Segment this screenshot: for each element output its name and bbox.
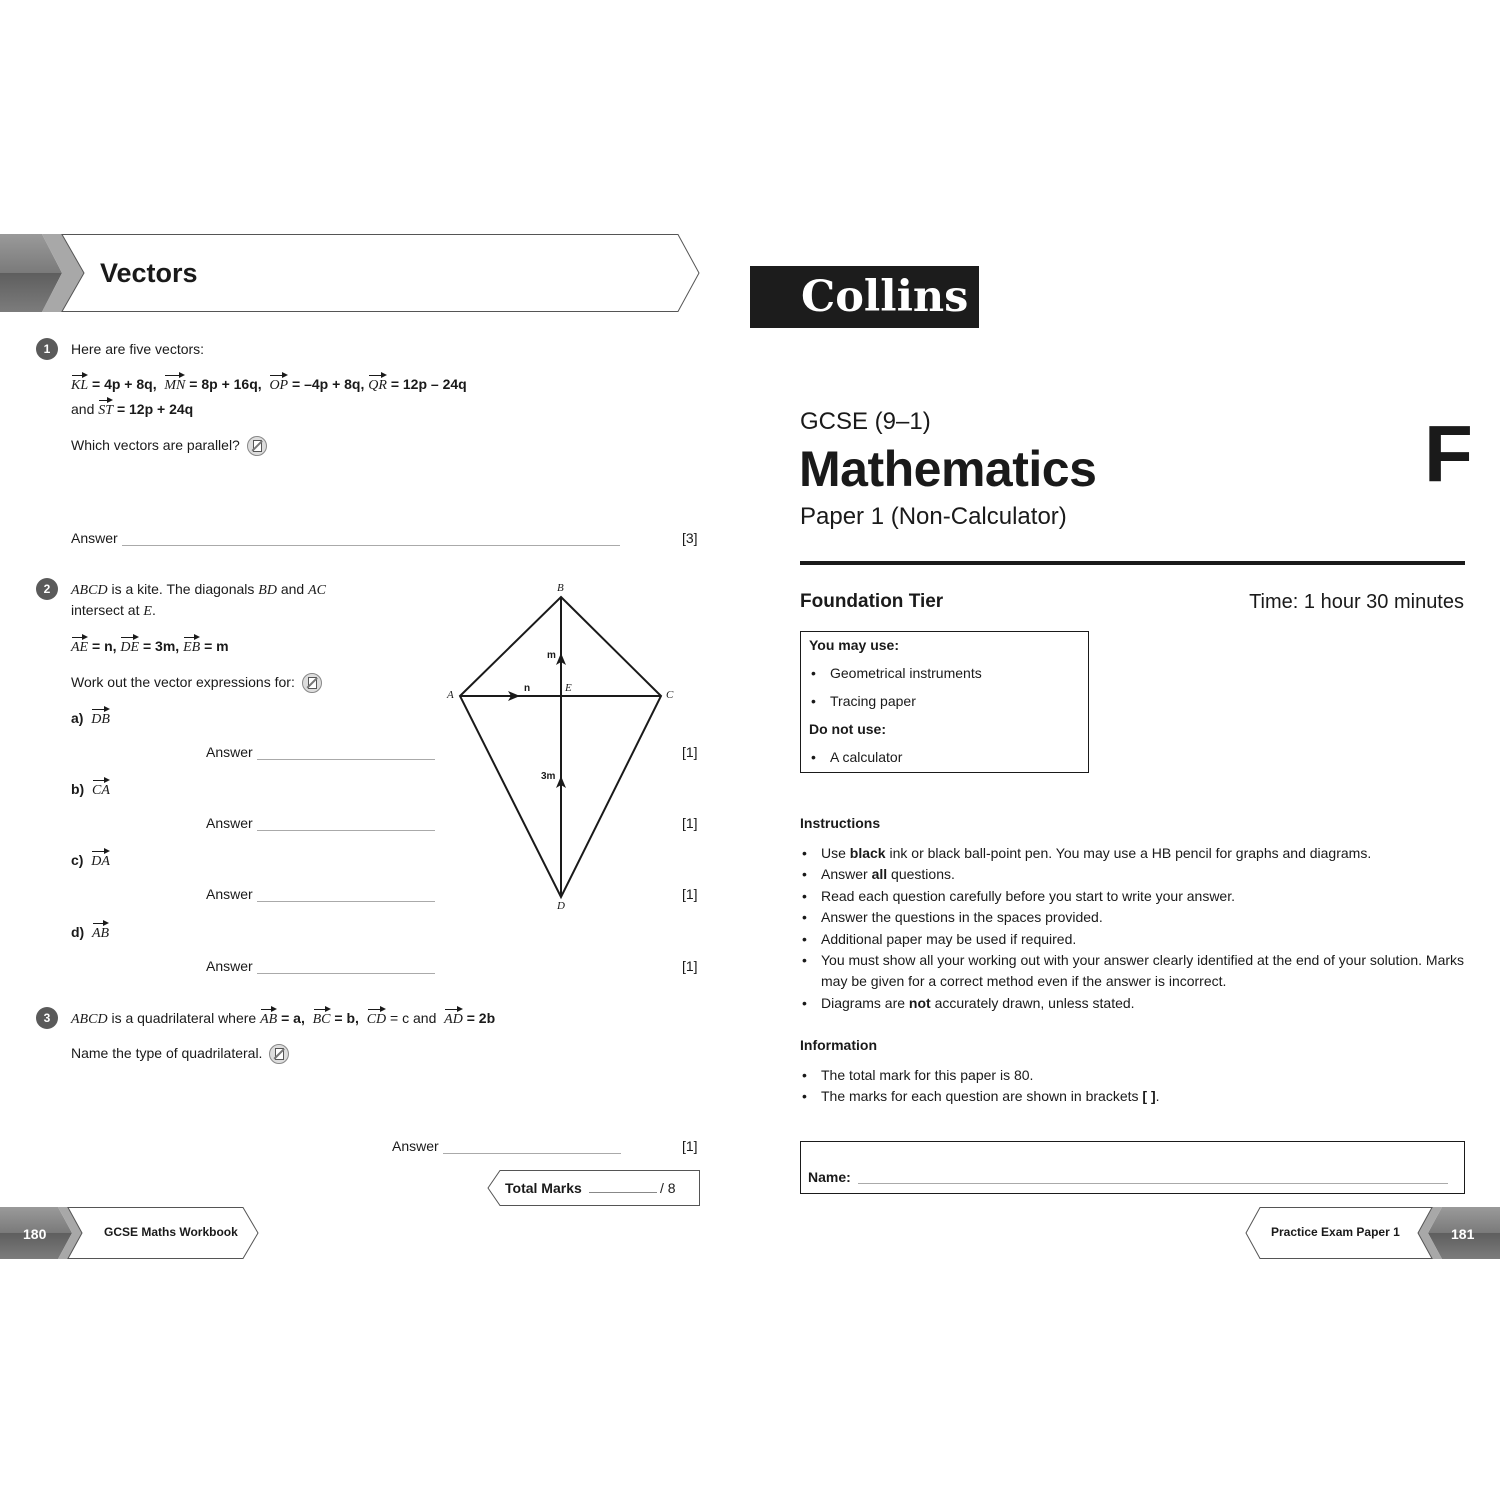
q2b-answer-row: Answer — [206, 815, 435, 831]
q2d-answer-row: Answer — [206, 958, 435, 974]
vector-m-label: m — [547, 650, 556, 661]
name-input[interactable] — [858, 1166, 1448, 1184]
do-not-use-item: • A calculator — [809, 749, 1080, 765]
vector-3m-label: 3m — [541, 771, 556, 782]
information-item: • The total mark for this paper is 80. — [800, 1065, 1470, 1086]
q2d-answer-field[interactable] — [257, 960, 435, 974]
q2a-answer-field[interactable] — [257, 746, 435, 760]
vertex-d-label: D — [557, 900, 565, 912]
vector-mn: MN — [164, 374, 185, 396]
instruction-item: • Read each question carefully before you start to write your answer. — [800, 886, 1470, 907]
may-use-item: • Geometrical instruments — [809, 665, 1080, 693]
q3-statement: ABCD is a quadrilateral where AB = a, BC = b, CD = c and AD = 2b — [71, 1008, 495, 1030]
tier-label: Foundation Tier — [800, 591, 944, 612]
do-not-use-list — [809, 749, 1080, 765]
vertex-a-label: A — [447, 689, 454, 701]
total-marks-out-of: / 8 — [660, 1180, 676, 1196]
instruction-item: • You must show all your working out with your answer clearly identified at the end of your solution. Marks may be given for a correct method even if the answer is incorrect. — [800, 950, 1470, 993]
instruction-item: • Additional paper may be used if required. — [800, 929, 1470, 950]
vertex-b-label: B — [557, 582, 564, 594]
instruction-item: • Diagrams are not accurately drawn, unless stated. — [800, 993, 1470, 1014]
no-calculator-icon — [247, 436, 267, 456]
information-item: • The marks for each question are shown in brackets [ ]. — [800, 1086, 1470, 1107]
question-number-3: 3 — [36, 1007, 58, 1029]
vertex-c-label: C — [666, 689, 674, 701]
publisher-logo — [750, 266, 979, 328]
vector-ab: AB — [92, 922, 109, 944]
no-calculator-icon — [269, 1044, 289, 1064]
may-use-list — [809, 665, 1080, 721]
question-number-2: 2 — [36, 578, 58, 600]
instruction-item: • Use black ink or black ball-point pen. You may use a HB pencil for graphs and diagrams. — [800, 843, 1470, 864]
q1-marks: [3] — [682, 530, 698, 546]
vector-eb: EB — [183, 636, 200, 658]
q1-prompt: Which vectors are parallel? — [71, 435, 267, 456]
page-number-left: 180 — [23, 1226, 47, 1242]
vector-ca: CA — [92, 779, 110, 801]
section-title: Vectors — [100, 258, 198, 288]
vertex-e-label: E — [565, 682, 572, 694]
subject-title: Mathematics — [799, 441, 1097, 497]
footer-right-label: Practice Exam Paper 1 — [1271, 1225, 1400, 1239]
name-label: Name: — [808, 1169, 851, 1185]
title-divider — [800, 561, 1465, 565]
instructions-heading: Instructions — [800, 815, 881, 831]
vector-bc: BC — [313, 1008, 331, 1030]
vector-kl: KL — [71, 374, 88, 396]
q2b-marks: [1] — [682, 815, 698, 831]
q1-vectors: KL = 4p + 8q, MN = 8p + 16q, OP = –4p + 8q, QR = 12p – 24q — [71, 374, 467, 396]
no-calculator-icon — [302, 673, 322, 693]
q2-given: AE = n, DE = 3m, EB = m — [71, 636, 229, 658]
vector-db: DB — [91, 708, 110, 730]
information-heading: Information — [800, 1037, 877, 1053]
q2-statement-line2: intersect at E. — [71, 602, 156, 619]
q1-intro: Here are five vectors: — [71, 341, 205, 357]
q2c-answer-row: Answer — [206, 886, 435, 902]
q3-answer-field[interactable] — [443, 1140, 621, 1154]
vector-da: DA — [91, 850, 110, 872]
instruction-item: • Answer all questions. — [800, 864, 1470, 885]
vector-n-label: n — [524, 683, 531, 694]
vector-op: OP — [269, 374, 288, 396]
name-box — [800, 1141, 1465, 1194]
q2-part-c: c) DA — [71, 850, 110, 872]
instruction-item: • Answer the questions in the spaces provided. — [800, 907, 1470, 928]
kite-shape — [440, 578, 690, 918]
total-marks-box — [487, 1170, 701, 1206]
q2c-marks: [1] — [682, 886, 698, 902]
vector-ab: AB — [260, 1008, 277, 1030]
q2-part-a: a) DB — [71, 708, 110, 730]
q2d-marks: [1] — [682, 958, 698, 974]
qualification: GCSE (9–1) — [800, 408, 931, 435]
section-banner — [0, 234, 700, 312]
q3-marks: [1] — [682, 1138, 698, 1154]
footer-left-label: GCSE Maths Workbook — [104, 1225, 238, 1239]
do-not-use-heading: Do not use: — [809, 721, 886, 737]
q1-answer-row: Answer — [71, 530, 620, 546]
q2-prompt: Work out the vector expressions for: — [71, 672, 322, 693]
q3-answer-row: Answer — [392, 1138, 621, 1154]
q2c-answer-field[interactable] — [257, 888, 435, 902]
q2a-marks: [1] — [682, 744, 698, 760]
vector-st: ST — [98, 399, 113, 421]
vector-ad: AD — [444, 1008, 463, 1030]
instructions-list — [800, 843, 1470, 1014]
kite-diagram — [440, 578, 690, 918]
equipment-box — [800, 631, 1089, 773]
q2a-answer-row: Answer — [206, 744, 435, 760]
tier-letter: F — [1424, 409, 1473, 498]
q1-vectors-line2: and ST = 12p + 24q — [71, 399, 193, 421]
vector-ae: AE — [71, 636, 88, 658]
time-allowed: Time: 1 hour 30 minutes — [1249, 591, 1464, 613]
vector-cd: CD — [367, 1008, 386, 1030]
information-list — [800, 1065, 1470, 1108]
footer-right — [1245, 1207, 1500, 1259]
total-marks-label: Total Marks — [505, 1180, 582, 1196]
may-use-item: • Tracing paper — [809, 693, 1080, 721]
vector-qr: QR — [368, 374, 387, 396]
vector-de: DE — [120, 636, 139, 658]
may-use-heading: You may use: — [809, 637, 899, 653]
paper-title: Paper 1 (Non-Calculator) — [800, 503, 1067, 530]
footer-left — [0, 1207, 260, 1259]
q3-prompt: Name the type of quadrilateral. — [71, 1043, 289, 1064]
question-number-1: 1 — [36, 338, 58, 360]
q2-part-d: d) AB — [71, 922, 109, 944]
q2b-answer-field[interactable] — [257, 817, 435, 831]
publisher-name: Collins — [801, 272, 969, 322]
q2-part-b: b) CA — [71, 779, 110, 801]
page-number-right: 181 — [1451, 1226, 1475, 1242]
q2-statement: ABCD is a kite. The diagonals BD and AC — [71, 581, 326, 598]
total-marks-field[interactable] — [589, 1192, 657, 1193]
q1-answer-field[interactable] — [122, 532, 620, 546]
